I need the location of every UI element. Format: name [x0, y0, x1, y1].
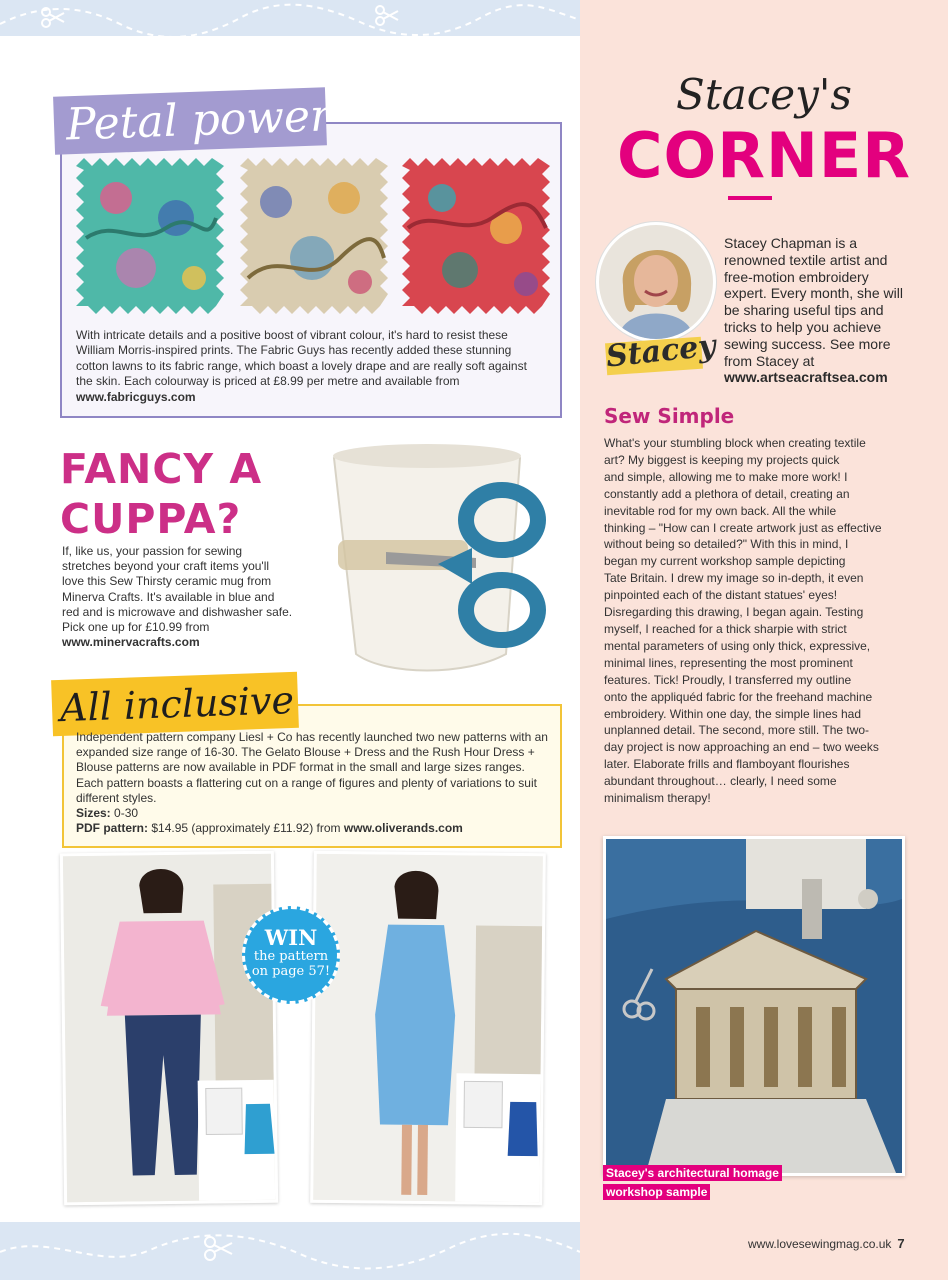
stacey-bio — [724, 235, 904, 386]
scissors-icon — [376, 6, 398, 25]
petal-power-body — [76, 328, 546, 405]
win-pattern-badge[interactable] — [242, 906, 340, 1004]
embroidery-photo — [603, 836, 905, 1176]
sew-simple-line: began my current workshop sample depicting — [604, 554, 846, 569]
win-badge-line2: the pattern — [253, 949, 329, 964]
sew-simple-line: features. Tick! Proudly, I transferred my outline — [604, 672, 852, 687]
sew-simple-line: pinpointed each of the distant statues' eyes! — [604, 588, 838, 603]
petal-power-text: With intricate details and a positive boost of vibrant colour, it's hard to resist these William Morris-inspired prints. The Fabric Guys has recently added these stunning cotton lawns to its fabric range, which boast a lovely drape and are really soft against the skin. Each colourway is priced at £8.99 per metre and available from — [76, 328, 527, 389]
sew-simple-line: later. Elaborate frills and flamboyant flourishes — [604, 757, 850, 772]
stacey-avatar — [596, 222, 716, 342]
sew-simple-line: Disregarding this drawing, I began again. Testing — [604, 605, 864, 620]
caption-line2: workshop sample — [603, 1184, 710, 1200]
caption-line1: Stacey's architectural homage — [603, 1165, 782, 1181]
sew-simple-line: What's your stumbling block when creating textile — [604, 436, 866, 450]
corner-title-rule — [728, 196, 772, 200]
sew-simple-line: thinking – "How can I create artwork just as effective — [604, 520, 882, 535]
fabric-swatch-red — [402, 158, 550, 314]
sew-simple-line: embroidery. Within one day, the simple lines had — [604, 706, 862, 721]
sizes-label: Sizes: — [76, 806, 111, 821]
top-decorative-band — [0, 0, 580, 36]
gelato-blouse-photo — [60, 851, 278, 1206]
rush-hour-dress-photo — [310, 851, 546, 1205]
oliverands-link[interactable]: www.oliverands.com — [343, 821, 463, 836]
sew-simple-line: art? My biggest is keeping my projects quick — [604, 452, 840, 467]
sew-simple-line: abundant throughout… clearly, I need some — [604, 774, 837, 789]
sew-simple-line: unplanned detail. The second, more still. The two- — [604, 723, 870, 738]
all-inclusive-title: All inclusive — [59, 678, 295, 731]
sew-simple-line: without being so detailed?" With this in mind, I — [604, 537, 849, 552]
sizes-row — [76, 806, 552, 821]
model-blue-dress-illustration — [313, 854, 546, 1205]
sew-simple-line: myself, I reached for a thick sharpie with strict — [604, 621, 847, 636]
sew-simple-body — [604, 435, 904, 807]
sew-simple-line: minimalism therapy! — [604, 791, 711, 806]
pdf-pattern-row — [76, 821, 552, 836]
sew-simple-line: constantly add a plethora of detail, creating an — [604, 486, 850, 501]
sew-simple-line: onto the appliquéd fabric for the freehand machine — [604, 689, 873, 704]
footer-url[interactable]: www.lovesewingmag.co.uk — [748, 1237, 892, 1251]
fabric-swatch-cream — [240, 158, 388, 314]
win-badge-line3: on page 57! — [251, 964, 331, 979]
cuppa-title-line1: FANCY A — [60, 445, 263, 493]
stacey-portrait-illustration — [599, 225, 713, 339]
sew-simple-line: inevitable rod for my own back. All the while — [604, 503, 837, 518]
model-pink-blouse-illustration — [63, 854, 278, 1206]
all-inclusive-text: Independent pattern company Liesl + Co has recently launched two new patterns with an expanded size range of 16-30. The Gelato Blouse + Dress and the Rush Hour Dress + Blouse patterns are now available in PDF format in the small and large sizes ranges. Each pattern boasts a flattering cut on a range of figures and plenty of variations to suit different styles. — [76, 730, 548, 805]
sew-simple-line: minimal lines, representing the most prominent — [604, 655, 853, 670]
sew-simple-line: and simple, allowing me to make more work! I — [604, 469, 848, 484]
cuppa-title-line2: CUPPA? — [60, 495, 242, 543]
pdf-pattern-value: $14.95 (approximately £11.92) from — [151, 821, 341, 836]
bottom-scissors-trail-graphic — [0, 1222, 580, 1280]
bottom-decorative-band — [0, 1222, 580, 1280]
all-inclusive-body — [76, 730, 552, 836]
minervacrafts-link[interactable]: www.minervacrafts.com — [62, 635, 200, 650]
embroidery-caption — [603, 1164, 782, 1202]
sizes-value: 0-30 — [114, 806, 139, 821]
petal-power-title: Petal power — [65, 90, 332, 151]
sew-simple-line: day project is now approaching an end – two weeks — [604, 740, 879, 755]
cuppa-title — [60, 444, 340, 544]
stacey-signature: Stacey — [604, 328, 718, 375]
fabricguys-link[interactable]: www.fabricguys.com — [76, 389, 196, 404]
sew-simple-line: mental parameters of using only thick, expressive, — [604, 638, 871, 653]
scissors-icon — [205, 1237, 232, 1260]
win-badge-line1: WIN — [264, 925, 318, 950]
scissors-trail-graphic — [0, 0, 580, 36]
page-number: 7 — [897, 1236, 905, 1251]
tate-britain-embroidery-illustration — [606, 839, 902, 1173]
corner-title: CORNER — [617, 119, 911, 192]
cuppa-body — [62, 544, 294, 650]
cuppa-text: If, like us, your passion for sewing stretches beyond your craft items you'll love this Sew Thirsty ceramic mug from Minerva Crafts. It's available in blue and red and is microwave and dishwasher safe. Pick one up for £10.99 from — [62, 544, 293, 635]
sew-simple-line: Tate Britain. I drew my image so in-depth, it even — [604, 571, 864, 586]
stacey-bio-text: Stacey Chapman is a renowned textile artist and free-motion embroidery expert. Every month, she will be sharing useful tips and tricks to help you achieve sewing success. See more from Stacey at — [724, 235, 903, 369]
sew-simple-heading: Sew Simple — [604, 404, 735, 428]
page-footer — [748, 1236, 905, 1251]
pdf-pattern-label: PDF pattern: — [76, 821, 148, 836]
staceys-script-title: Stacey's — [676, 70, 852, 119]
fabric-swatch-teal — [76, 158, 224, 314]
artseacraftsea-link[interactable]: www.artseacraftsea.com — [724, 369, 888, 386]
scissors-mug-image — [326, 440, 558, 680]
